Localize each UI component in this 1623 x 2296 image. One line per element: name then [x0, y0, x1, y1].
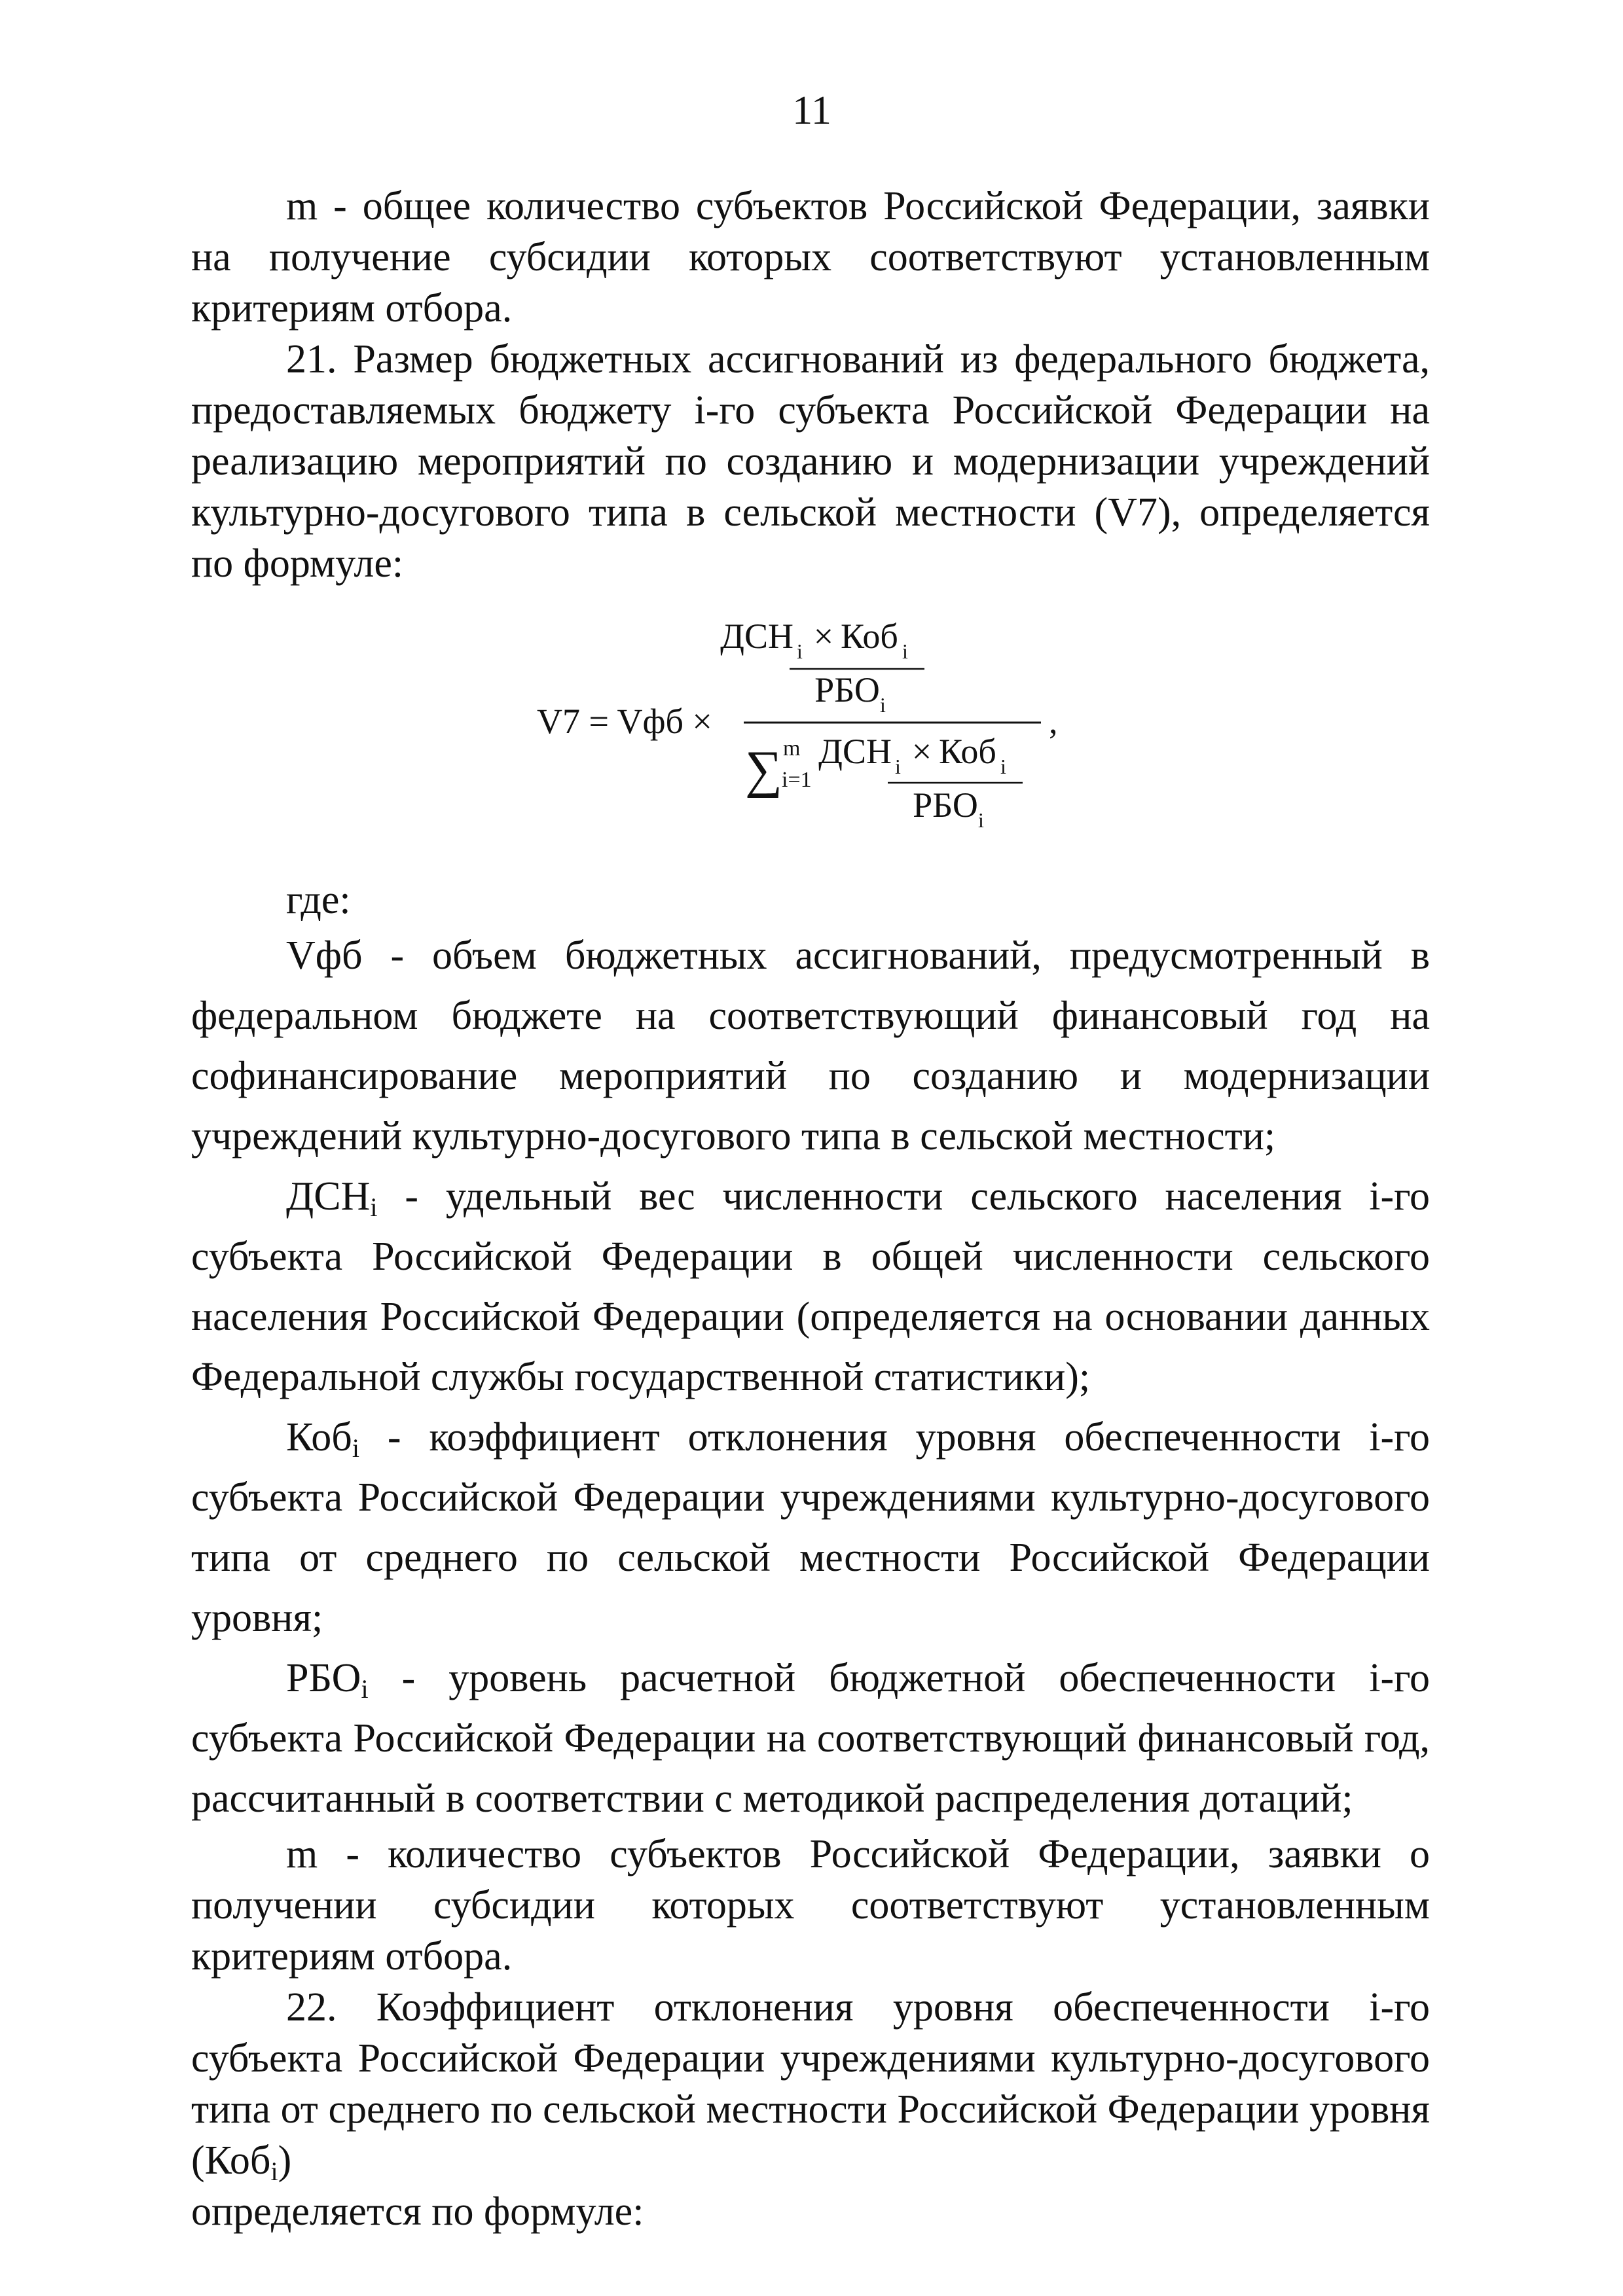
- paragraph-22: [191, 1982, 1430, 2186]
- where-label: где:: [286, 878, 351, 922]
- text-block-intro: [191, 181, 1430, 589]
- symbol-kob-inline-sub: i: [270, 2157, 278, 2186]
- definition-kob-text: - коэффициент отклонения уровня обеспеченности i-го субъекта Российской Федерации учреждениями культурно-досугового типа от среднего по сельской местности Российской Федерации уровня;: [191, 1415, 1430, 1640]
- formula-sum-lower: i=1: [782, 768, 812, 792]
- formula-bottom-dsn-sub: i: [895, 755, 901, 778]
- formula-bottom-kob-sub: i: [1000, 755, 1006, 778]
- symbol-kob: Коб: [286, 1415, 352, 1460]
- symbol-rbo: РБО: [286, 1656, 361, 1700]
- text-block-definitions: [191, 874, 1430, 2237]
- formula-v7: [537, 615, 1126, 838]
- page-number: 11: [792, 88, 831, 133]
- formula-bottom-rbo-sub: i: [978, 808, 984, 832]
- formula-top-rbo-sub: i: [880, 693, 886, 717]
- paragraph-22-text: 22. Коэффициент отклонения уровня обеспеченности i-го субъекта Российской Федерации учреждениями культурно-досугового типа от среднего по сельской местности Российской Федерации уровня (: [191, 1985, 1430, 2183]
- definition-kob: [191, 1407, 1430, 1648]
- definition-dsn: [191, 1166, 1430, 1407]
- formula-bottom-kob: Коб: [939, 732, 996, 771]
- formula-lhs: V7 = Vфб ×: [537, 702, 712, 741]
- definition-m: m - количество субъектов Российской Федерации, заявки о получении субсидии которых соответствуют установленным критериям отбора.: [191, 1832, 1430, 1979]
- definition-dsn-text: - удельный вес численности сельского населения i-го субъекта Российской Федерации в общей численности сельского населения Российской Федерации (определяется на основании данных Федеральной службы государственной статистики);: [191, 1174, 1430, 1399]
- formula-top-kob: Коб: [841, 617, 898, 656]
- paragraph-22-close: ): [278, 2138, 292, 2183]
- symbol-dsn-sub: i: [370, 1193, 378, 1222]
- definition-vfb: Vфб - объем бюджетных ассигнований, предусмотренный в федеральном бюджете на соответствующий финансовый год на софинансирование мероприятий по созданию и модернизации учреждений культурно-досугового типа в сельской местности;: [191, 933, 1430, 1158]
- paragraph-21: 21. Размер бюджетных ассигнований из федерального бюджета, предоставляемых бюджету i-го субъекта Российской Федерации на реализацию мероприятий по созданию и модернизации учреждений культурно-досугового типа в сельской местности (V7), определяется по формуле:: [191, 337, 1430, 586]
- formula-top-times: ×: [813, 617, 834, 656]
- paragraph-22-end: определяется по формуле:: [191, 2189, 644, 2234]
- formula-top-rbo: РБО: [814, 670, 880, 709]
- definition-rbo-text: - уровень расчетной бюджетной обеспеченности i-го субъекта Российской Федерации на соответствующий финансовый год, рассчитанный в соответствии с методикой распределения дотаций;: [191, 1656, 1430, 1821]
- symbol-kob-inline: Коб: [204, 2138, 271, 2183]
- formula-v7-svg: [537, 615, 1126, 838]
- formula-bottom-rbo: РБО: [913, 785, 978, 825]
- symbol-dsn: ДСН: [286, 1174, 371, 1219]
- formula-top-dsn: ДСН: [720, 617, 793, 656]
- formula-sum-upper: m: [783, 736, 801, 761]
- formula-sigma: ∑: [745, 741, 783, 798]
- formula-top-dsn-sub: i: [797, 639, 803, 663]
- formula-bottom-times: ×: [911, 732, 932, 771]
- formula-bottom-dsn: ДСН: [818, 732, 892, 771]
- paragraph-m-definition: m - общее количество субъектов Российской Федерации, заявки на получение субсидии которых соответствуют установленным критериям отбора.: [191, 184, 1430, 331]
- formula-top-kob-sub: i: [902, 639, 908, 663]
- formula-comma: ,: [1049, 702, 1058, 741]
- symbol-rbo-sub: i: [361, 1674, 369, 1704]
- definition-rbo: [191, 1648, 1430, 1829]
- symbol-kob-sub: i: [352, 1433, 359, 1463]
